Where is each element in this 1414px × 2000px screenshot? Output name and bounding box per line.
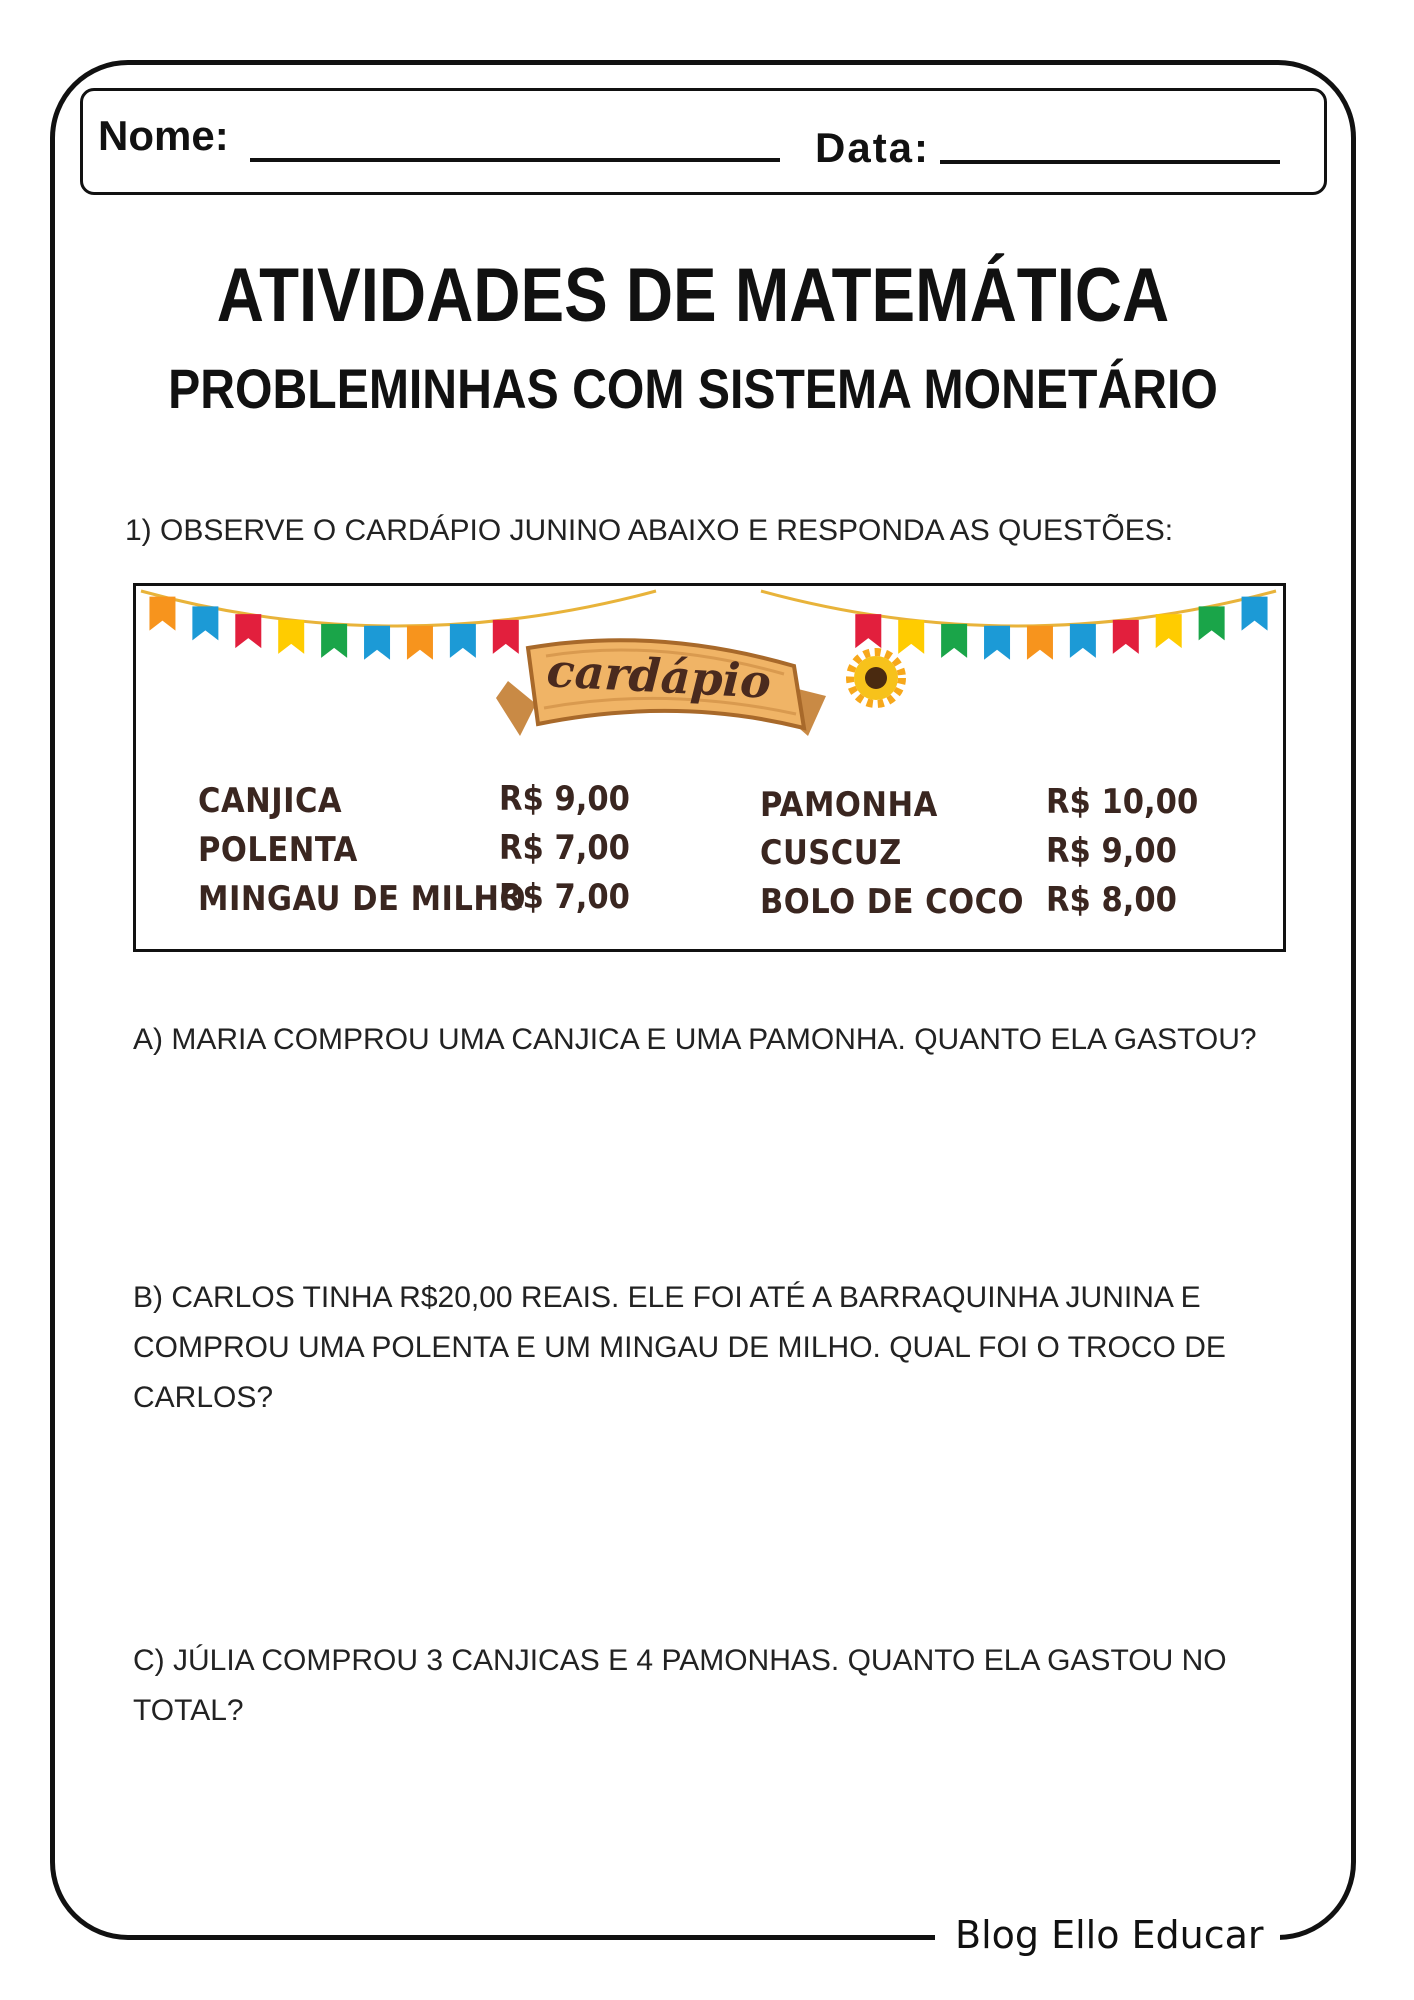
menu-item-name: POLENTA: [198, 830, 358, 870]
name-field-line[interactable]: [250, 158, 780, 162]
date-label: Data:: [815, 124, 931, 171]
bunting-flag: [1156, 614, 1182, 648]
page-subtitle: PROBLEMINHAS COM SISTEMA MONETÁRIO: [168, 357, 1218, 420]
bunting-flag: [407, 626, 433, 660]
menu-item-price: R$ 10,00: [1046, 782, 1199, 822]
menu-item-price: R$ 9,00: [1046, 831, 1177, 871]
bunting-flag: [364, 626, 390, 660]
sunflower-icon: [850, 652, 902, 704]
question-c: C) JÚLIA COMPROU 3 CANJICAS E 4 PAMONHAS. QUANTO ELA GASTOU NO TOTAL?: [133, 1644, 1227, 1727]
bunting-flag: [493, 620, 519, 654]
bunting-flag: [149, 597, 175, 631]
menu-item-price: R$ 7,00: [499, 828, 630, 868]
menu-item-price: R$ 9,00: [499, 779, 630, 819]
menu-item-name: CANJICA: [198, 781, 343, 821]
menu-item-name: MINGAU DE MILHO: [198, 879, 526, 919]
bunting-flag: [1199, 606, 1225, 640]
menu-item-price: R$ 7,00: [499, 877, 630, 917]
footer-blog-name: Blog Ello Educar: [955, 1913, 1264, 1957]
bunting-flag: [941, 624, 967, 658]
menu-item-name: PAMONHA: [760, 785, 938, 825]
date-field-line[interactable]: [940, 160, 1280, 164]
bunting-flag: [192, 606, 218, 640]
bunting-flag: [235, 614, 261, 648]
bunting-flag: [450, 624, 476, 658]
header-box: [80, 88, 1327, 195]
instruction-text: 1) OBSERVE O CARDÁPIO JUNINO ABAIXO E RESPONDA AS QUESTÕES:: [125, 514, 1174, 547]
bunting-flag: [984, 626, 1010, 660]
bunting-flag: [855, 614, 881, 648]
menu-card: [133, 583, 1286, 952]
bunting-flag: [1113, 620, 1139, 654]
bunting-flag: [278, 620, 304, 654]
bunting-flag: [1070, 624, 1096, 658]
bunting-flag: [1027, 626, 1053, 660]
question-a: A) MARIA COMPROU UMA CANJICA E UMA PAMONHA. QUANTO ELA GASTOU?: [133, 1023, 1257, 1056]
page-title: ATIVIDADES DE MATEMÁTICA: [216, 253, 1170, 338]
menu-item-price: R$ 8,00: [1046, 880, 1177, 920]
bunting-flag: [1242, 597, 1268, 631]
menu-item-name: BOLO DE COCO: [760, 882, 1025, 922]
menu-banner-title: cardápio: [545, 643, 773, 709]
question-b: B) CARLOS TINHA R$20,00 REAIS. ELE FOI ATÉ A BARRAQUINHA JUNINA E COMPROU UMA POLENTA E UM MINGAU DE MILHO. QUAL FOI O TROCO DE CARLOS?: [133, 1281, 1226, 1414]
bunting-flag: [321, 624, 347, 658]
menu-item-name: CUSCUZ: [760, 833, 902, 873]
name-label: Nome:: [98, 112, 229, 159]
bunting-flag: [898, 620, 924, 654]
